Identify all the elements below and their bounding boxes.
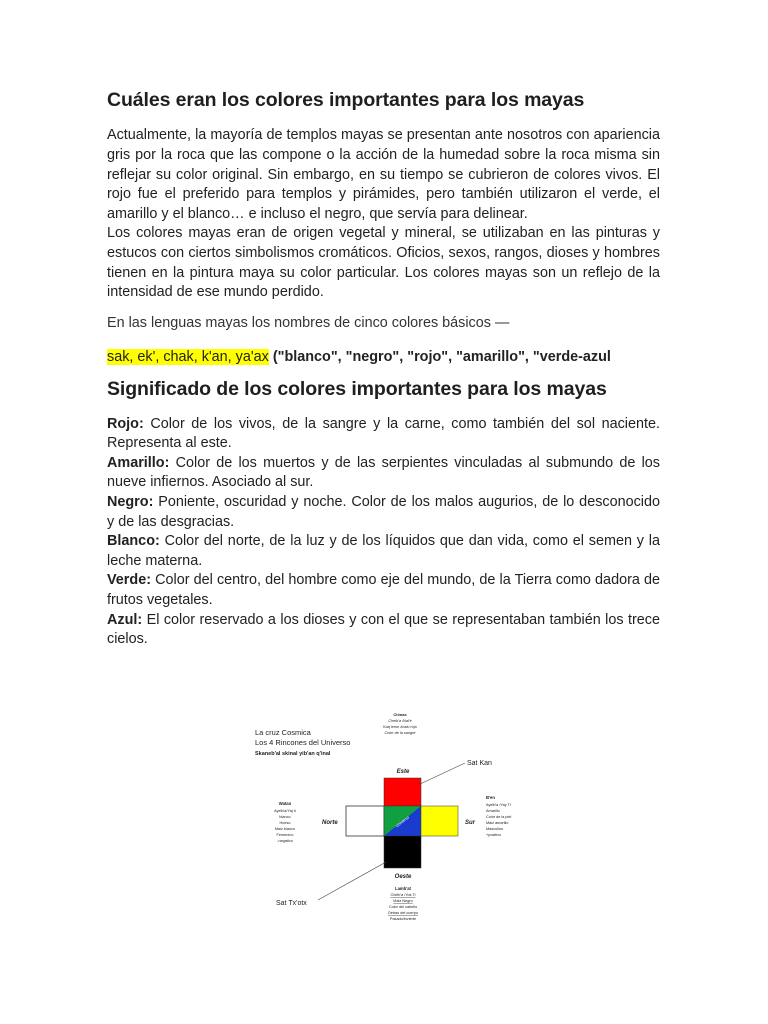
oeste-label: Oeste [394,874,412,880]
origin-paragraph: Los colores mayas eran de origen vegetal y mineral, se utilizaban en las pinturas y estucos con ciertos simbolismos cromáticos. Oficios, sexos, rangos, dioses y hombres tienen en la pintura maya su color particular. Los colores mayas son un reflejo de la intensidad de ese mundo perdido. [107,225,660,301]
cosmic-cross-svg [250,710,525,935]
sat-kan-pointer [418,763,465,785]
red-square [384,778,421,806]
definition-label: Rojo: [107,415,144,432]
definition-rojo [107,415,660,454]
color-names-line [107,348,660,368]
top-note-line: Color de la sangre [384,731,416,735]
definition-label: Verde: [107,572,151,589]
right-note-line: Color de la piel [486,815,512,819]
definition-amarillo [107,454,660,493]
definition-text: Color de los muertos y de las serpientes vinculadas al submundo de los nueve infiernos. Asociado al sur. [107,454,660,491]
definition-text: Color del norte, de la luz y de los líquidos que dan vida, como el semen y la leche materna. [107,533,660,569]
definition-label: Amarillo: [107,454,170,471]
black-square [384,836,421,868]
diagram-title-line-3: Skaneb'al skinal yib'an q'inal [255,751,331,757]
sur-label: Sur [465,820,476,826]
section-heading: Significado de los colores importantes para los mayas [107,378,607,401]
diagram-title-line-2: Los 4 Rincones del Universo [255,738,351,747]
definition-text: Color de los vivos, de la sangre y la carne, como también del sol naciente. Representa al este. [107,415,660,452]
bottom-note-line: Detras del cuerpo [388,911,418,915]
definition-text: El color reservado a los dioses y con el que se representaban también los trece cielos. [107,611,660,648]
right-note-line: Masculino [486,827,504,831]
definition-azul [107,611,660,650]
definition-text: Poniente, oscuridad y noche. Color de los malos augurios, de lo desconocido y de las desgracias. [107,493,660,530]
white-square [346,806,384,836]
definition-label: Negro: [107,493,154,510]
left-note-line: Watan [278,801,292,806]
page-title: Cuáles eran los colores importantes para los mayas [107,89,585,111]
intro-paragraph: Actualmente, la mayoría de templos mayas se presentan ante nosotros con apariencia gris por la roca que las compone o la acción de la humedad sobre la roca misma sin reflejar su color original. Sin embargo, en su tiempo se cubrieron de colores vivos. El rojo fue el preferido para templos y pirámides, pero también utilizaron el verde, el amarillo y el blanco… e incluso el negro, que servía para delinear. [107,127,660,222]
center-label: Universo [394,814,411,829]
definition-label: Blanco: [107,533,160,550]
right-note-line: Ayelb'a /Yay Ti [486,803,511,807]
bottom-note-line: Chelb'a /Yok Ti [390,893,416,897]
definition-text: Color del centro, del hombre como eje del mundo, de la Tierra como dadora de frutos vegetales. [107,572,660,608]
bottom-note-line: Lamb'at [395,886,411,891]
diagram-title-line-1: La cruz Cosmica [255,728,311,737]
left-note-line: Ayelb'a/Yaj tí [274,809,296,813]
sat-txotx-pointer [318,862,386,900]
cosmic-cross-diagram [250,710,525,935]
este-label: Este [396,769,410,775]
sat-txotx-label: Sat Tx'otx [276,900,307,907]
left-note-line: Maiz blanco [274,827,296,831]
top-note-line: Chelb'a /Nal'é [388,719,412,723]
right-note-line: Maiz amarillo [486,821,509,825]
sat-kan-label: Sat Kan [467,760,492,767]
highlighted-color-names: sak, ek', chak, k'an, ya'ax [107,348,269,365]
top-note-line: Kaq lemn /malú rojo [383,725,417,729]
right-note-line: Amarillo [486,809,500,813]
bottom-note-line: Maiz Negro [393,899,413,903]
document-page [107,88,660,650]
right-note-line: +positivo [486,833,502,837]
left-note-line: Hueso [279,821,291,825]
left-note-line: Femenino [276,833,294,837]
color-names-translation: ("blanco", "negro", "rojo", "amarillo", "verde-azul [268,348,611,365]
definitions-list [107,415,660,650]
definition-verde [107,571,660,610]
bottom-note-line: Color del cabello [388,905,418,909]
definition-negro [107,493,660,532]
right-note-line: B'en [486,795,495,800]
definition-blanco [107,532,660,571]
languages-paragraph: En las lenguas mayas los nombres de cinco colores básicos — [107,314,510,331]
bottom-note-line: Pasado/invierte [389,917,417,921]
yellow-square [421,806,458,836]
left-note-line: blanco [279,815,291,819]
left-note-line: -negativo [277,839,293,843]
norte-label: Norte [322,820,338,826]
top-note-line: Chinax [393,712,407,717]
definition-label: Azul: [107,611,143,628]
